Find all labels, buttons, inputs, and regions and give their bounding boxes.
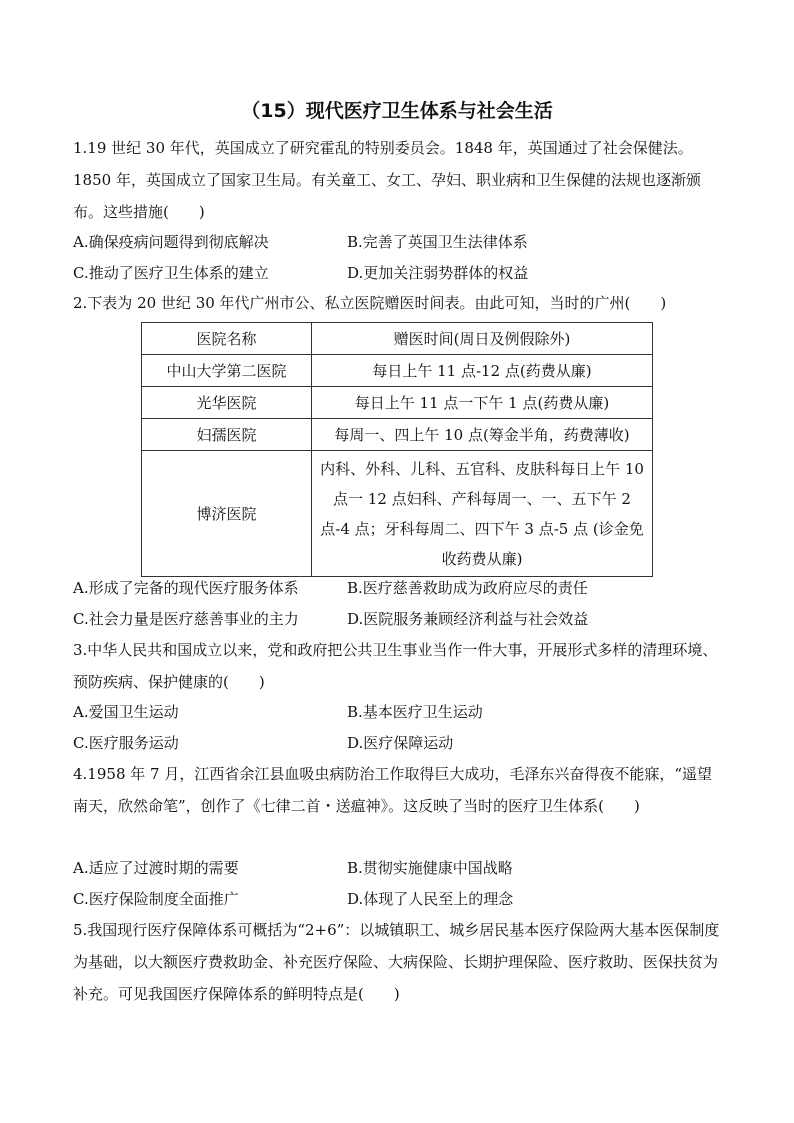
question-3-option-b[interactable]: B.基本医疗卫生运动: [347, 703, 483, 721]
question-5-stem: 5.我国现行医疗保障体系可概括为“2+6”：以城镇职工、城乡居民基本医疗保险两大基本医保制度为基础，以大额医疗费救助金、补充医疗保险、大病保险、长期护理保险、医疗救助、医保扶贫为补充。可见我国医疗保障体系的鲜明特点是( ): [73, 921, 720, 1003]
question-1-option-c[interactable]: C.推动了医疗卫生体系的建立: [73, 264, 269, 282]
table-header-row: [142, 323, 653, 355]
question-1-option-a[interactable]: A.确保疫病问题得到彻底解决: [73, 233, 269, 251]
hospital-name-cell: 博济医院: [142, 451, 312, 577]
question-3-stem: 3.中华人民共和国成立以来，党和政府把公共卫生事业当作一件大事，开展形式多样的清理环境、预防疾病、保护健康的( ): [73, 641, 718, 691]
question-4-options: [73, 853, 723, 915]
question-1-options: [73, 227, 723, 289]
question-1-option-b[interactable]: B.完善了英国卫生法律体系: [347, 233, 528, 251]
hospital-time-cell: 每日上午 11 点一下午 1 点(药费从廉): [312, 387, 653, 419]
question-4-option-b[interactable]: B.贯彻实施健康中国战略: [347, 859, 513, 877]
hospital-time-cell: 每日上午 11 点-12 点(药费从廉): [312, 355, 653, 387]
table-row: [142, 419, 653, 451]
question-2-options: [73, 573, 723, 635]
question-4-option-a[interactable]: A.适应了过渡时期的需要: [73, 859, 239, 877]
question-2-option-b[interactable]: B.医疗慈善救助成为政府应尽的责任: [347, 579, 588, 597]
table-header-cell: 医院名称: [142, 323, 312, 355]
question-2-option-a[interactable]: A.形成了完备的现代医疗服务体系: [73, 579, 299, 597]
hospital-name-cell: 妇孺医院: [142, 419, 312, 451]
question-2-stem: 2.下表为 20 世纪 30 年代广州市公、私立医院赠医时间表。由此可知，当时的广州( ): [73, 294, 667, 312]
question-3-options: [73, 697, 723, 759]
question-2-option-c[interactable]: C.社会力量是医疗慈善事业的主力: [73, 610, 299, 628]
question-4-option-c[interactable]: C.医疗保险制度全面推广: [73, 890, 239, 908]
question-3-option-a[interactable]: A.爱国卫生运动: [73, 703, 179, 721]
question-1-option-d[interactable]: D.更加关注弱势群体的权益: [347, 264, 529, 282]
hospital-time-cell: 每周一、四上午 10 点(筹金半角，药费薄收): [312, 419, 653, 451]
table-header-cell: 赠医时间(周日及例假除外): [312, 323, 653, 355]
hospital-schedule-table: [141, 322, 653, 577]
question-3-option-c[interactable]: C.医疗服务运动: [73, 734, 179, 752]
question-3-option-d[interactable]: D.医疗保障运动: [347, 734, 454, 752]
table-row: [142, 355, 653, 387]
table-row: [142, 451, 653, 577]
table-row: [142, 387, 653, 419]
hospital-name-cell: 光华医院: [142, 387, 312, 419]
question-4-stem: 4.1958 年 7 月，江西省余江县血吸虫病防治工作取得巨大成功，毛泽东兴奋得夜不能寐，“遥望南天，欣然命笔”，创作了《七律二首・送瘟神》。这反映了当时的医疗卫生体系( ): [73, 765, 713, 815]
question-1-stem: 1.19 世纪 30 年代，英国成立了研究霍乱的特别委员会。1848 年，英国通过了社会保健法。1850 年，英国成立了国家卫生局。有关童工、女工、孕妇、职业病和卫生保健的法规也逐渐颁布。这些措施( ): [73, 139, 701, 221]
hospital-time-cell: 内科、外科、儿科、五官科、皮肤科每日上午 10 点一 12 点妇科、产科每周一、一、五下午 2 点-4 点；牙科每周二、四下午 3 点-5 点 (诊金免收药费从廉): [312, 451, 653, 577]
page-title: （15）现代医疗卫生体系与社会生活: [241, 100, 553, 122]
question-4-option-d[interactable]: D.体现了人民至上的理念: [347, 890, 514, 908]
hospital-name-cell: 中山大学第二医院: [142, 355, 312, 387]
question-2-option-d[interactable]: D.医院服务兼顾经济利益与社会效益: [347, 610, 589, 628]
